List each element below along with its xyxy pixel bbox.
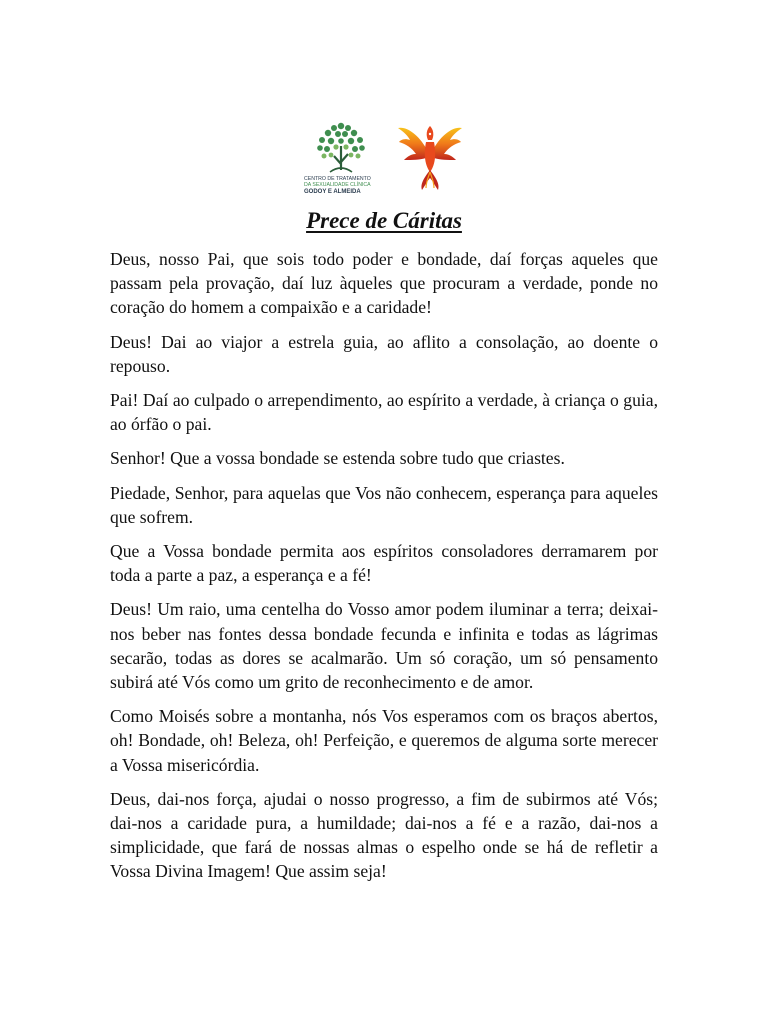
logo-text-line-3: GODOY E ALMEIDA	[304, 189, 361, 195]
paragraph: Piedade, Senhor, para aquelas que Vos não conhecem, esperança para aqueles que sofrem.	[110, 482, 658, 527]
ctq-godoy-almeida-logo	[300, 118, 386, 198]
paragraph: Deus, dai-nos força, ajudai o nosso progresso, a fim de subirmos até Vós; dai-nos a caridade pura, a humildade; dai-nos a fé e a razão, dai-nos a simplicidade, que fará de nossas almas o espelho onde se há de refletir a Vossa Divina Imagem! Que assim seja!	[110, 788, 658, 882]
paragraph: Deus! Um raio, uma centelha do Vosso amor podem iluminar a terra; deixai-nos beber nas fontes dessa bondade fecunda e infinita e todas as lágrimas secarão, todas as dores se acalmarão. Um só coração, um só pensamento subirá até Vós como um grito de reconhecimento e de amor.	[110, 599, 658, 693]
logo-text-line-1: CENTRO DE TRATAMENTO	[304, 176, 371, 182]
header-logos	[298, 118, 473, 198]
page-title: Prece de Cáritas	[306, 208, 462, 233]
paragraph: Senhor! Que a vossa bondade se estenda sobre tudo que criastes.	[110, 448, 565, 469]
paragraph: Deus, nosso Pai, que sois todo poder e bondade, daí forças aqueles que passam pela provação, daí luz àqueles que procuram a verdade, ponde no coração do homem a compaixão e a caridade!	[110, 249, 658, 318]
prayer-body	[110, 247, 658, 894]
phoenix-logo	[396, 120, 464, 192]
paragraph: Que a Vossa bondade permita aos espíritos consoladores derramarem por toda a parte a paz, a esperança e a fé!	[110, 541, 658, 586]
logo-text-line-2: DA SEXUALIDADE CLÍNICA	[304, 182, 371, 188]
paragraph: Deus! Dai ao viajor a estrela guia, ao aflito a consolação, ao doente o repouso.	[110, 331, 658, 376]
paragraph: Como Moisés sobre a montanha, nós Vos esperamos com os braços abertos, oh! Bondade, oh! Beleza, oh! Perfeição, e queremos de alguma sorte merecer a Vossa misericórdia.	[110, 706, 658, 775]
paragraph: Pai! Daí ao culpado o arrependimento, ao espírito a verdade, à criança o guia, ao órfão o pai.	[110, 390, 658, 435]
